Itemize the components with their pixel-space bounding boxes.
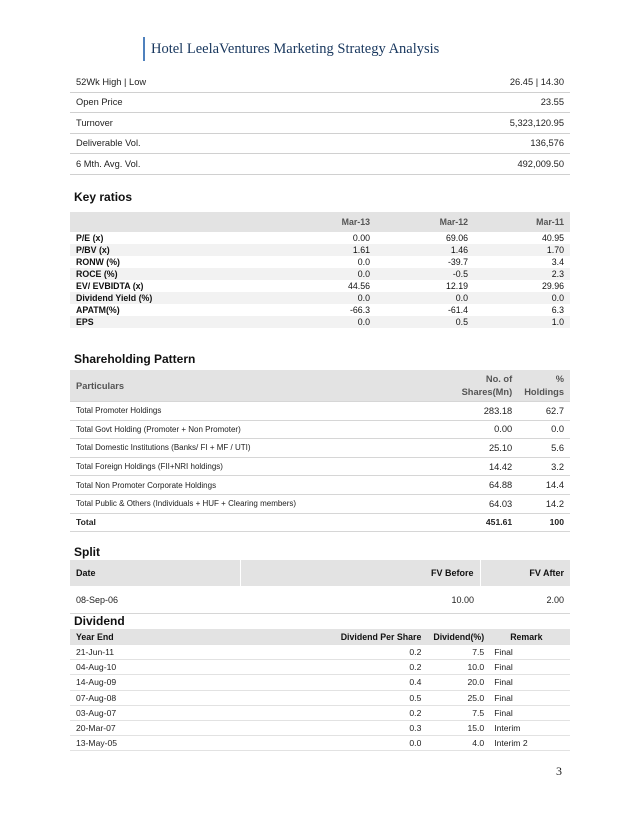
dividend-table: [70, 629, 570, 751]
table-row: 21-Jun-11 0.2 7.5 Final: [70, 645, 570, 660]
table-row: 13-May-05 0.0 4.0 Interim 2: [70, 736, 570, 751]
key-ratios-table: [70, 212, 570, 328]
table-header-row: Date FV Before FV After: [70, 560, 570, 586]
dividend-heading: Dividend: [74, 614, 125, 628]
table-row: EV/ EVBIDTA (x) 44.56 12.19 29.96: [76, 281, 564, 291]
split-table: [70, 560, 570, 614]
table-row: 08-Sep-06 10.00 2.00: [70, 586, 570, 614]
table-row: P/E (x) 0.00 69.06 40.95: [76, 233, 564, 243]
table-row: Total Foreign Holdings (FII+NRI holdings) 14.42 3.2: [70, 457, 570, 476]
table-row: Total Public & Others (Individuals + HUF + Clearing members) 64.03 14.2: [70, 494, 570, 513]
table-total-row: Total 451.61 100: [70, 513, 570, 532]
table-row: 6 Mth. Avg. Vol. 492,009.50: [70, 154, 570, 175]
table-row: 03-Aug-07 0.2 7.5 Final: [70, 705, 570, 720]
table-row: ROCE (%) 0.0 -0.5 2.3: [70, 268, 570, 280]
table-row: Total Non Promoter Corporate Holdings 64.88 14.4: [70, 476, 570, 495]
shareholding-table: [70, 370, 570, 532]
table-row: 52Wk High | Low 26.45 | 14.30: [70, 72, 570, 92]
table-row: Deliverable Vol. 136,576: [70, 133, 570, 154]
shareholding-heading: Shareholding Pattern: [74, 352, 196, 366]
split-heading: Split: [74, 545, 100, 559]
table-header-row: Particulars No. of Shares(Mn) % Holdings: [70, 370, 570, 402]
key-ratios-heading: Key ratios: [74, 190, 133, 204]
table-row: 04-Aug-10 0.2 10.0 Final: [70, 660, 570, 675]
table-row: 07-Aug-08 0.5 25.0 Final: [70, 690, 570, 705]
table-row: P/BV (x) 1.61 1.46 1.70: [70, 244, 570, 256]
page-header: [143, 37, 439, 61]
table-row: EPS 0.0 0.5 1.0: [70, 316, 570, 328]
table-header-row: Year End Dividend Per Share Dividend(%) Remark: [70, 629, 570, 645]
table-row: Open Price 23.55: [70, 92, 570, 113]
table-row: Turnover 5,323,120.95: [70, 113, 570, 134]
table-row: 20-Mar-07 0.3 15.0 Interim: [70, 720, 570, 735]
document-title: Hotel LeelaVentures Marketing Strategy Analysis: [151, 41, 440, 57]
table-row: APATM(%) -66.3 -61.4 6.3: [76, 305, 564, 315]
table-row: Dividend Yield (%) 0.0 0.0 0.0: [70, 292, 570, 304]
page-number: 3: [556, 764, 562, 778]
table-row: 14-Aug-09 0.4 20.0 Final: [70, 675, 570, 690]
table-header-row: Mar-13 Mar-12 Mar-11: [70, 212, 570, 232]
table-row: RONW (%) 0.0 -39.7 3.4: [76, 257, 564, 267]
table-row: Total Promoter Holdings 283.18 62.7: [70, 402, 570, 421]
table-row: Total Govt Holding (Promoter + Non Promoter) 0.00 0.0: [70, 420, 570, 439]
stock-summary-table: [70, 72, 570, 175]
table-row: Total Domestic Institutions (Banks/ FI + MF / UTI) 25.10 5.6: [70, 439, 570, 458]
